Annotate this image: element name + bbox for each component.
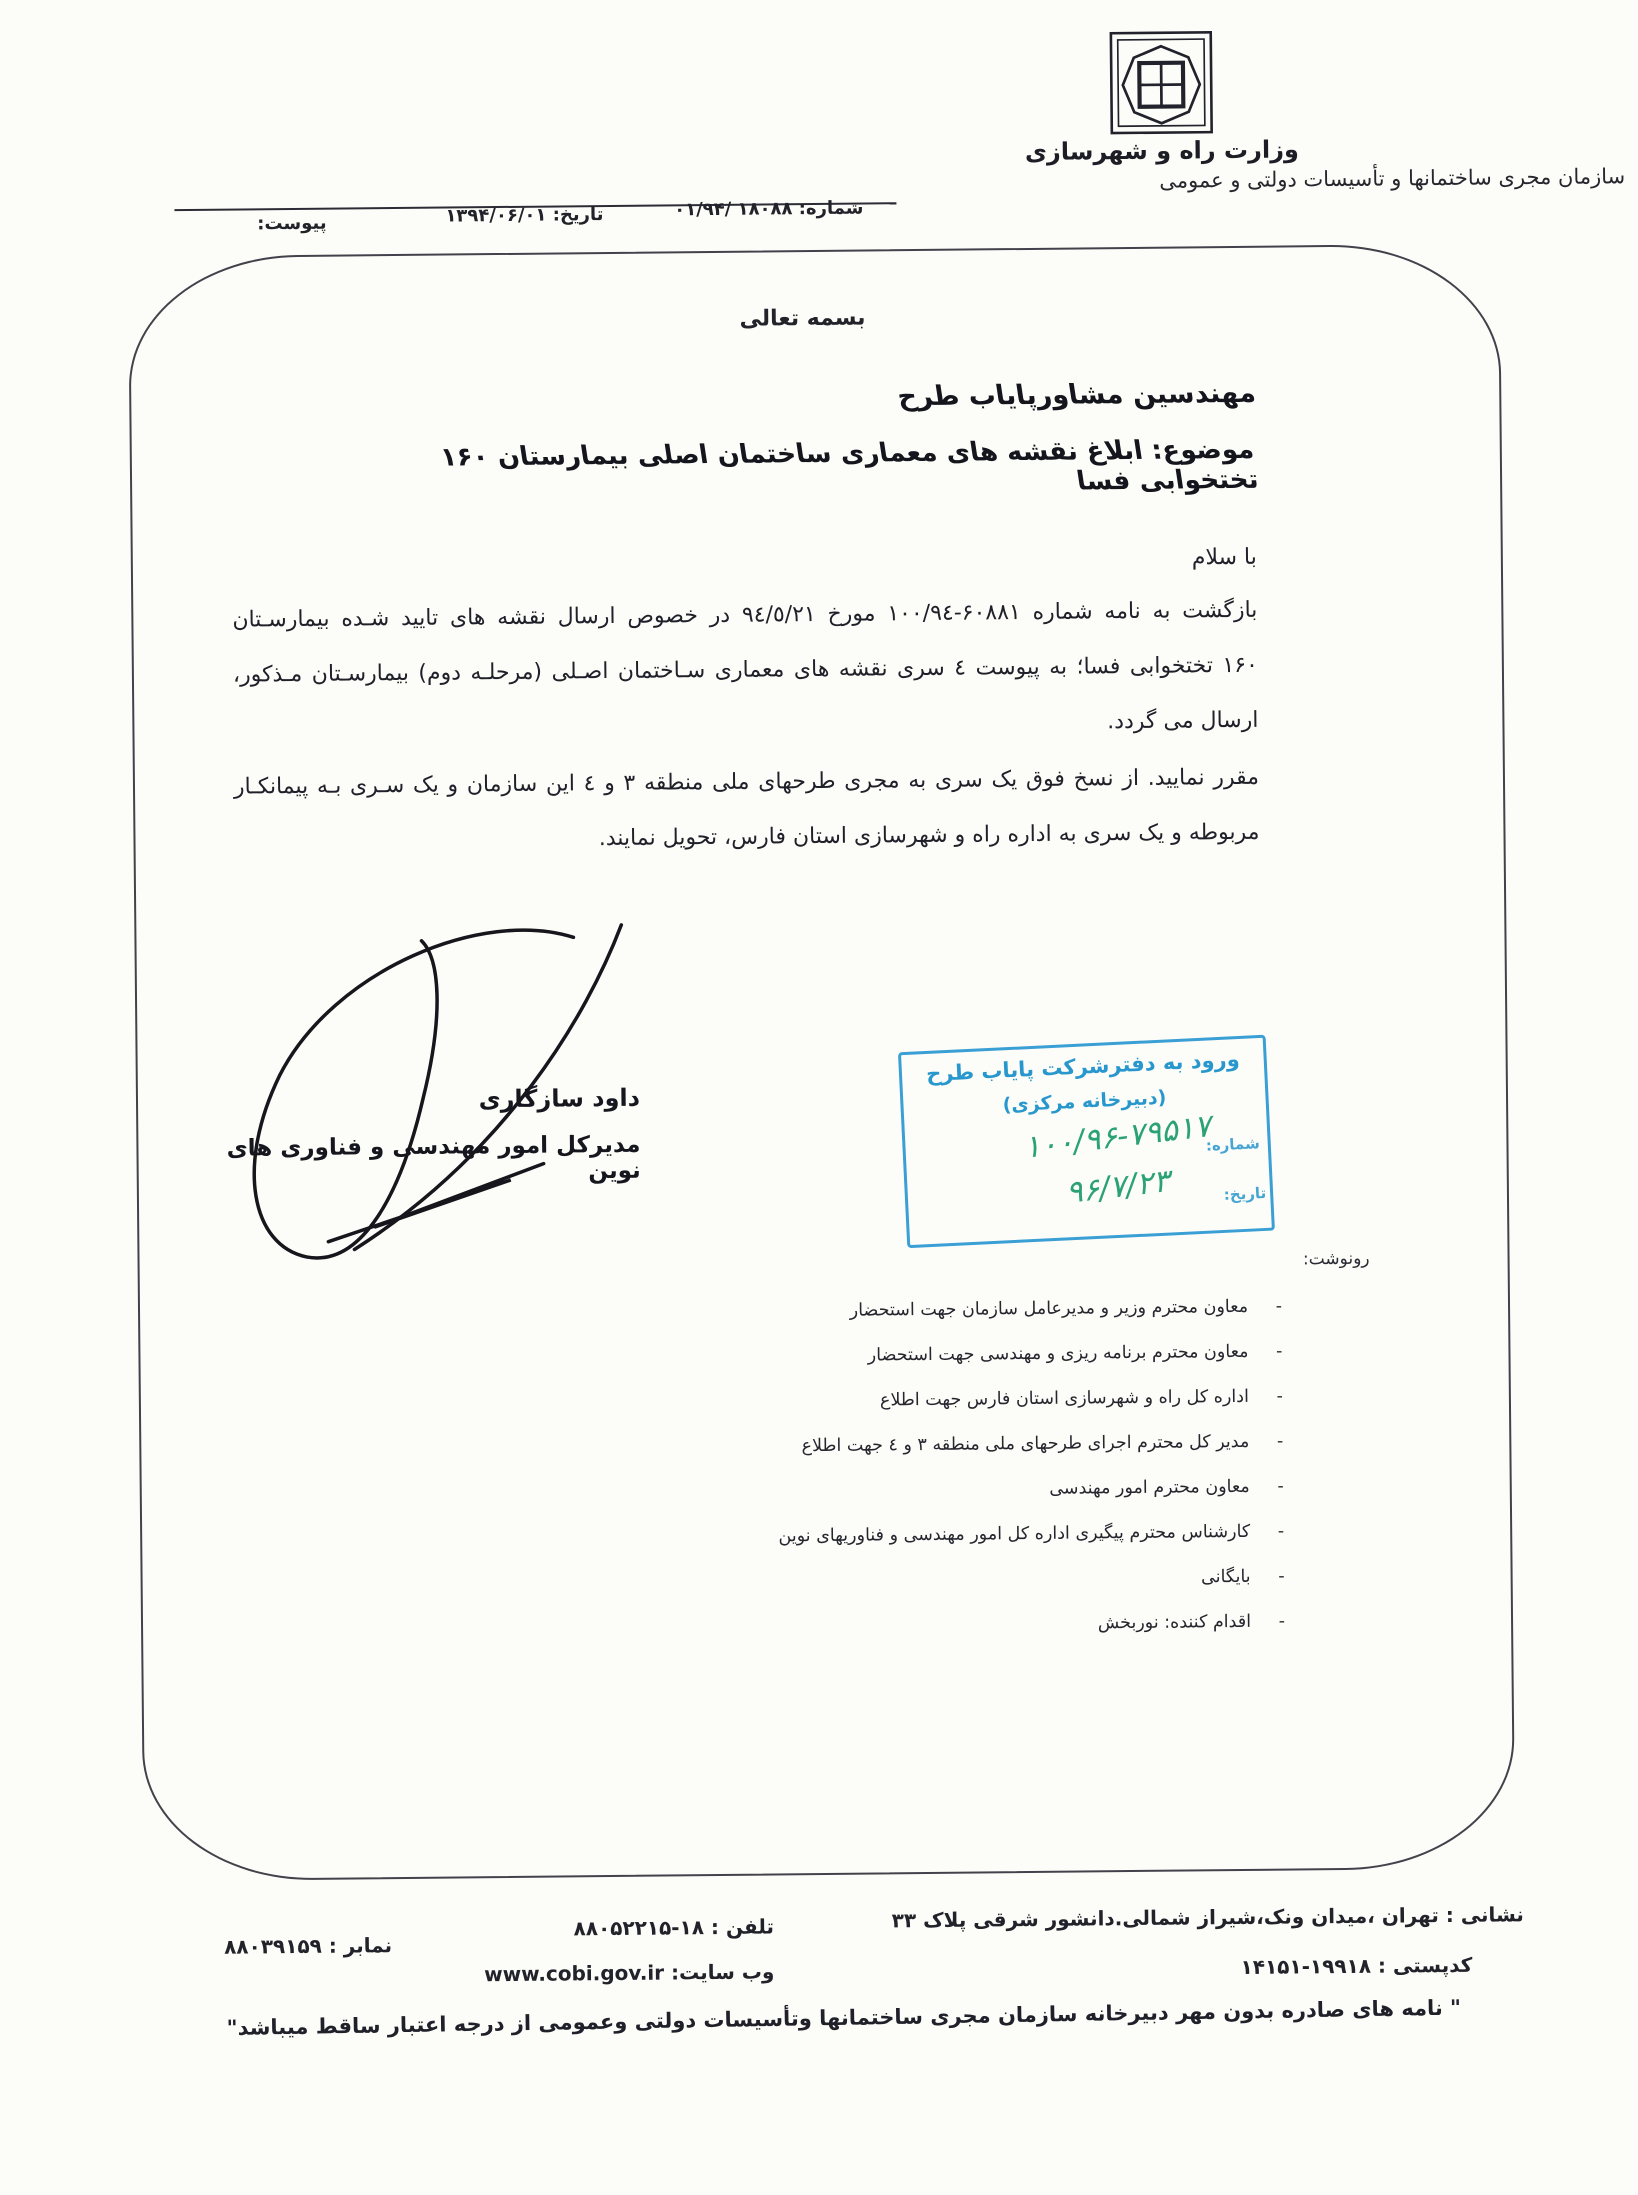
cc-item: - اداره کل راه و شهرسازی استان فارس جهت اطلاع <box>879 1386 1283 1410</box>
cc-item: - بایگانی <box>1200 1566 1285 1587</box>
footer-postal-code <box>1048 1950 1472 1984</box>
dash-bullet: - <box>1277 1476 1284 1497</box>
phone-value: ۸۸۰۵۲۲۱۵-۱۸ <box>573 1915 705 1941</box>
fax-label: نمابر : <box>321 1933 393 1958</box>
footer-phone <box>518 1911 774 1943</box>
stamp-title: ورود به دفترشرکت پایاب طرح <box>925 1047 1241 1087</box>
website-url: www.cobi.gov.ir <box>484 1960 665 1987</box>
paragraph2-line1: مقرر نمایید. از نسخ فوق یک سری به مجری طرحهای ملی منطقه ۳ و ٤ این سازمان و یک سـری بـه پیمانکـار <box>233 764 1260 800</box>
cc-label: رونوشت: <box>1302 1248 1370 1270</box>
cc-item: - کارشناس محترم پیگیری اداره کل امور مهندسی و فناوریهای نوین <box>778 1521 1285 1546</box>
paragraph1-line2: ۱۶۰ تختخوابی فسا؛ به پیوست ٤ سری نقشه های معماری سـاختمان اصـلی (مرحلـه دوم) بیمارسـتان مـذکور، <box>232 652 1258 688</box>
field-attachment <box>216 211 326 238</box>
letter-date-label: تاریخ: <box>546 204 604 226</box>
stamp-date-label: تاریخ: <box>1223 1183 1267 1204</box>
cc-item: - اقدام کننده: نوربخش <box>1097 1611 1286 1633</box>
cc-item: - مدیر کل محترم اجرای طرحهای ملی منطقه ۳ و ٤ جهت اطلاع <box>801 1431 1284 1456</box>
footer-fax <box>156 1930 392 1962</box>
stamp-number-value: ۱۰۰/۹۶-۷۹۵۱۷ <box>1021 1108 1213 1166</box>
footer-address: نشانی : تهران ،میدان ونک،شیراز شمالی.دانشور شرقی پلاک ۳۳ <box>891 1902 1524 1933</box>
recipient-line: مهندسین مشاورپایاب طرح <box>895 377 1258 413</box>
ministry-logo <box>1108 30 1215 135</box>
paragraph1-line1: بازگشت به نامه شماره ۱۰۰/۹٤-۶۰۸۸۱ مورخ ۹٤/٥/۲۱ در خصوص ارسال نقشه های تایید شـده بیمارسـتان <box>232 597 1258 633</box>
dash-bullet: - <box>1278 1611 1286 1632</box>
entry-stamp <box>898 1035 1275 1248</box>
postal-label: کدپستی : <box>1370 1952 1473 1978</box>
field-letter-number <box>591 196 863 225</box>
letter-number-label: شماره: <box>792 197 864 220</box>
letter-number-value: ۰۱/۹۴/ ۱۸۰۸۸ <box>674 198 793 221</box>
salutation-text: با سلام <box>1191 544 1257 571</box>
stamp-subtitle: (دبیرخانه مرکزی) <box>1002 1086 1167 1117</box>
dash-bullet: - <box>1276 1341 1283 1362</box>
stamp-number-label: شماره: <box>1205 1134 1261 1155</box>
ministry-name: وزارت راه و شهرسازی <box>1024 135 1299 166</box>
dash-bullet: - <box>1276 1386 1283 1407</box>
footer-disclaimer: " نامه های صادره بدون مهر دبیرخانه سازمان مجری ساختمانها وتأسیسات دولتی وعمومی از درجه اعتبار ساقط میباشد" <box>226 1995 1462 2041</box>
paragraph2-line2: مربوطه و یک سری به اداره راه و شهرسازی استان فارس، تحویل نمایند. <box>598 819 1260 852</box>
letter-date-value: ۱۳۹۴/۰۶/۰۱ <box>445 204 547 227</box>
dash-bullet: - <box>1276 1431 1284 1452</box>
signatory-title: مدیرکل امور مهندسی و فناوری های نوین <box>226 1131 641 1185</box>
paragraph1-line3: ارسال می گردد. <box>1107 707 1259 735</box>
field-letter-date <box>391 202 603 230</box>
cc-item: - معاون محترم امور مهندسی <box>1049 1476 1284 1499</box>
stamp-date-value: ۹۶/۷/۲۳ <box>1063 1162 1172 1211</box>
dash-bullet: - <box>1277 1521 1285 1542</box>
cc-list <box>592 1284 1285 1651</box>
besmele-text: بسمه تعالی <box>739 305 866 332</box>
website-label: وب سایت: <box>663 1959 775 1985</box>
fax-value: ۸۸۰۳۹۱۵۹ <box>224 1933 322 1959</box>
cc-item: - معاون محترم برنامه ریزی و مهندسی جهت استحضار <box>867 1341 1283 1366</box>
dash-bullet: - <box>1275 1296 1283 1317</box>
organization-name: سازمان مجری ساختمانها و تأسیسات دولتی و عمومی <box>1159 164 1626 193</box>
attachment-label: پیوست: <box>257 212 327 235</box>
postal-value: ۱۴۱۵۱-۱۹۹۱۸ <box>1240 1953 1372 1979</box>
phone-label: تلفن : <box>703 1914 775 1940</box>
footer-website <box>463 1956 774 1989</box>
dash-bullet: - <box>1278 1566 1285 1587</box>
cc-item: - معاون محترم وزیر و مدیرعامل سازمان جهت استحضار <box>849 1296 1283 1321</box>
subject-line: موضوع: ابلاغ نقشه های معماری ساختمان اصلی بیمارستان ۱۶۰ تختخوابی فسا <box>438 434 1261 497</box>
signatory-name: داود سازگاری <box>478 1083 641 1114</box>
